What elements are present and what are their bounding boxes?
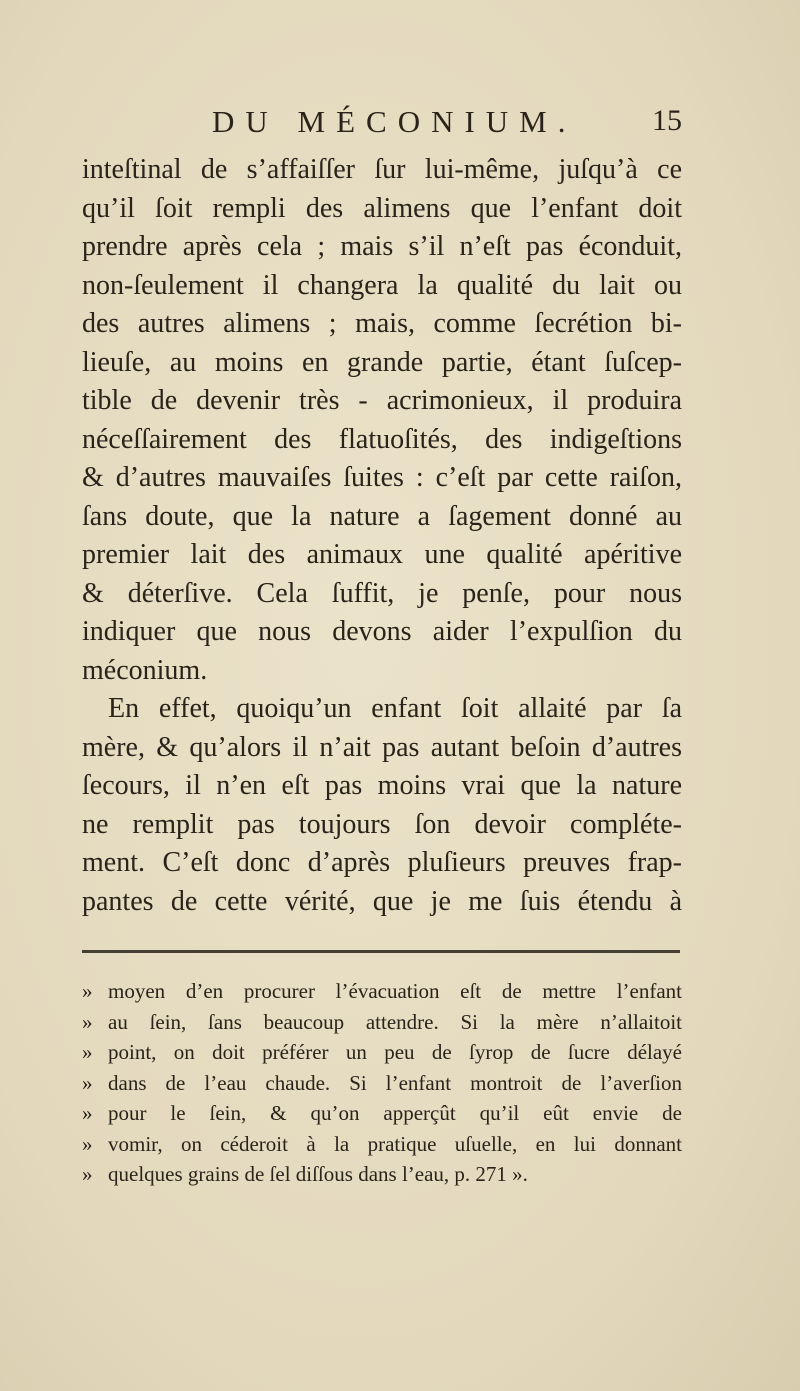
- body-line: ne remplit pas toujours ſon devoir compléte-: [82, 808, 682, 840]
- body-line: lieuſe, au moins en grande partie, étant ſuſcep-: [82, 346, 682, 378]
- body-line: & d’autres mauvaiſes ſuites : c’eſt par cette raiſon,: [82, 462, 682, 493]
- quote-mark: »: [82, 1009, 93, 1034]
- body-line: indiquer que nous devons aider l’expulſion du: [82, 616, 682, 647]
- quote-mark: »: [82, 1101, 93, 1125]
- body-line: inteſtinal de s’affaiſſer ſur lui-même, juſqu’à ce: [82, 154, 682, 185]
- footnote-line: » moyen d’en procurer l’évacuation eſt de mettre l’enfant: [82, 976, 682, 1007]
- body-line: prendre après cela ; mais s’il n’eſt pas éconduit,: [82, 231, 682, 262]
- quote-mark: »: [82, 1131, 93, 1156]
- footnote-line: » point, on doit préférer un peu de ſyrop de ſucre délayé: [82, 1037, 682, 1068]
- footnote-line: » quelques grains de ſel diſſous dans l’eau, p. 271 ».: [82, 1159, 682, 1190]
- page-number: 15: [652, 104, 682, 137]
- body-line: En effet, quoiqu’un enfant ſoit allaité par ſa: [108, 693, 682, 724]
- body-line: non-ſeulement il changera la qualité du lait ou: [82, 269, 682, 301]
- body-line: des autres alimens ; mais, comme ſecrétion bi-: [82, 308, 682, 339]
- quote-mark: »: [82, 1070, 93, 1095]
- footnote-line: » au ſein, ſans beaucoup attendre. Si la mère n’allaitoit: [82, 1007, 682, 1038]
- footnote-rule: [82, 950, 680, 953]
- body-line: tible de devenir très - acrimonieux, il produira: [82, 385, 682, 416]
- body-line: ſecours, il n’en eſt pas moins vrai que la nature: [82, 770, 682, 801]
- body-line: méconium.: [82, 654, 208, 686]
- quote-mark: »: [82, 979, 93, 1003]
- quote-mark: »: [82, 1040, 93, 1064]
- body-line: néceſſairement des flatuoſités, des indigeſtions: [82, 423, 682, 455]
- body-line: pantes de cette vérité, que je me ſuis étendu à: [82, 885, 682, 917]
- footnote-line: » vomir, on céderoit à la pratique uſuelle, en lui donnant: [82, 1129, 682, 1160]
- body-text: [82, 151, 682, 921]
- body-line: & déterſive. Cela ſuffit, je penſe, pour nous: [82, 577, 682, 609]
- body-line: ment. C’eſt donc d’après pluſieurs preuves frap-: [82, 847, 682, 878]
- body-line: premier lait des animaux une qualité apéritive: [82, 539, 682, 570]
- running-title: DU MÉCONIUM.: [212, 104, 577, 139]
- quote-mark: »: [82, 1162, 93, 1186]
- footnote: [82, 976, 682, 1190]
- body-line: qu’il ſoit rempli des alimens que l’enfant doit: [82, 192, 682, 224]
- body-line: mère, & qu’alors il n’ait pas autant beſoin d’autres: [82, 731, 682, 763]
- body-line: ſans doute, que la nature a ſagement donné au: [82, 500, 682, 532]
- footnote-line: » pour le ſein, & qu’on apperçût qu’il eût envie de: [82, 1098, 682, 1129]
- footnote-line: » dans de l’eau chaude. Si l’enfant montroit de l’averſion: [82, 1068, 682, 1099]
- page-header: [82, 104, 682, 148]
